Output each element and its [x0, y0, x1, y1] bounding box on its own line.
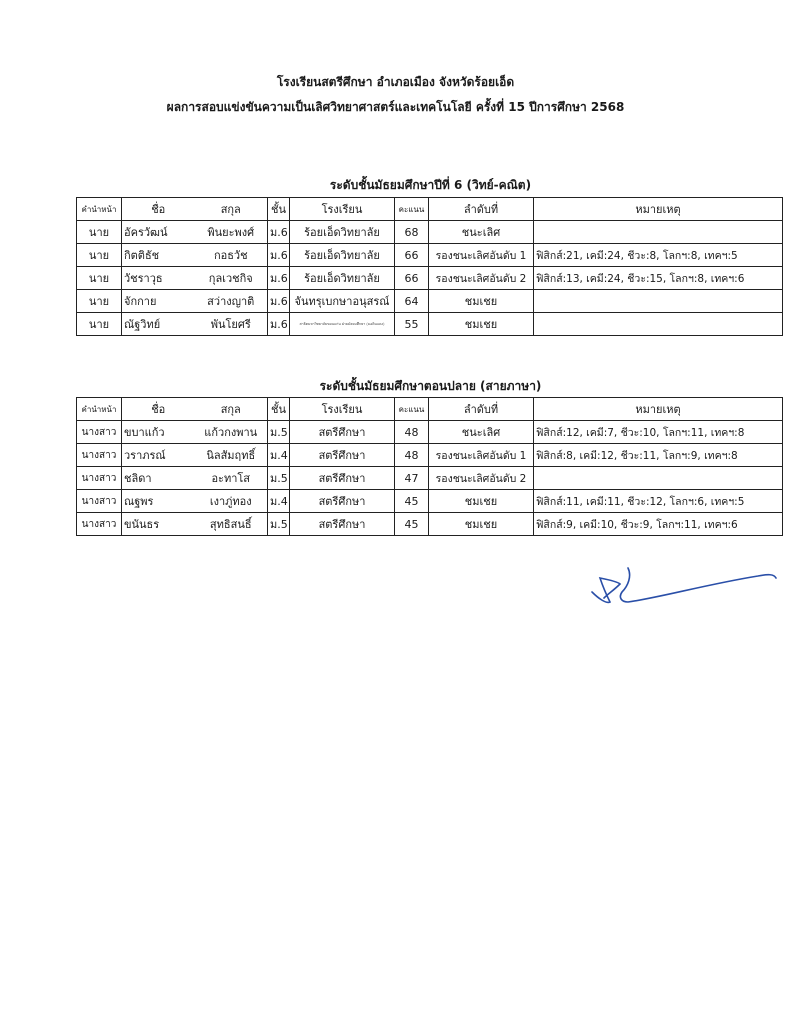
table-row — [77, 490, 783, 513]
cell-note — [534, 467, 783, 490]
cell-grade: ม.6 — [268, 313, 290, 336]
table-row — [77, 421, 783, 444]
col-school: โรงเรียน — [290, 198, 395, 221]
cell-last-name: กอธวัช — [195, 244, 268, 267]
cell-rank: ชมเชย — [429, 290, 534, 313]
section-title-language: ระดับชั้นมัธยมศึกษาตอนปลาย (สายภาษา) — [319, 379, 542, 393]
cell-school: สาธิตมหาวิทยาลัยขอนแก่น ฝ่ายมัธยมศึกษา (มอดินแดง) — [290, 313, 395, 336]
table-row — [77, 221, 783, 244]
cell-rank: ชมเชย — [429, 513, 534, 536]
cell-last-name: อะทาโส — [195, 467, 268, 490]
table-header-row — [77, 198, 783, 221]
col-grade: ชั้น — [268, 398, 290, 421]
col-prefix: คำนำหน้า — [77, 198, 122, 221]
cell-first-name: กิตติธัช — [122, 244, 195, 267]
cell-last-name: พินยะพงศ์ — [195, 221, 268, 244]
cell-first-name: วัชราวุธ — [122, 267, 195, 290]
cell-rank: รองชนะเลิศอันดับ 1 — [429, 244, 534, 267]
cell-prefix: นางสาว — [77, 513, 122, 536]
cell-school: สตรีศึกษา — [290, 421, 395, 444]
col-note: หมายเหตุ — [534, 398, 783, 421]
cell-prefix: นางสาว — [77, 490, 122, 513]
cell-prefix: นาย — [77, 313, 122, 336]
cell-note: ฟิสิกส์:12, เคมี:7, ชีวะ:10, โลกฯ:11, เทคฯ:8 — [534, 421, 783, 444]
col-note: หมายเหตุ — [534, 198, 783, 221]
cell-school: สตรีศึกษา — [290, 513, 395, 536]
cell-grade: ม.5 — [268, 513, 290, 536]
cell-school: ร้อยเอ็ดวิทยาลัย — [290, 267, 395, 290]
cell-grade: ม.6 — [268, 221, 290, 244]
cell-first-name: อัครวัฒน์ — [122, 221, 195, 244]
cell-school: จันทรุเบกษาอนุสรณ์ — [290, 290, 395, 313]
cell-grade: ม.5 — [268, 421, 290, 444]
cell-grade: ม.6 — [268, 267, 290, 290]
cell-note — [534, 221, 783, 244]
cell-rank: ชมเชย — [429, 490, 534, 513]
cell-school: สตรีศึกษา — [290, 490, 395, 513]
cell-prefix: นาย — [77, 244, 122, 267]
cell-school: สตรีศึกษา — [290, 467, 395, 490]
cell-school: ร้อยเอ็ดวิทยาลัย — [290, 221, 395, 244]
col-first-name: ชื่อ — [122, 198, 195, 221]
table-header-row — [77, 398, 783, 421]
cell-last-name: สุทธิสนธิ์ — [195, 513, 268, 536]
cell-last-name: แก้วกงพาน — [195, 421, 268, 444]
col-rank: ลำดับที่ — [429, 198, 534, 221]
col-grade: ชั้น — [268, 198, 290, 221]
cell-note — [534, 313, 783, 336]
cell-prefix: นางสาว — [77, 467, 122, 490]
cell-rank: รองชนะเลิศอันดับ 2 — [429, 267, 534, 290]
cell-grade: ม.5 — [268, 467, 290, 490]
cell-score: 48 — [395, 444, 429, 467]
results-table-sci-math — [76, 197, 783, 336]
table-row — [77, 290, 783, 313]
cell-first-name: จักกาย — [122, 290, 195, 313]
signature — [588, 562, 780, 608]
cell-last-name: กุลเวชกิจ — [195, 267, 268, 290]
table-row — [77, 444, 783, 467]
school-header: โรงเรียนสตรีศึกษา อำเภอเมือง จังหวัดร้อยเอ็ด — [276, 75, 515, 89]
cell-first-name: ขนันธร — [122, 513, 195, 536]
cell-grade: ม.6 — [268, 290, 290, 313]
cell-first-name: ขบาแก้ว — [122, 421, 195, 444]
table-row — [77, 244, 783, 267]
cell-last-name: สว่างญาติ — [195, 290, 268, 313]
cell-first-name: ณฐพร — [122, 490, 195, 513]
cell-note — [534, 290, 783, 313]
col-first-name: ชื่อ — [122, 398, 195, 421]
cell-last-name: นิลสัมฤทธิ์ — [195, 444, 268, 467]
cell-score: 64 — [395, 290, 429, 313]
cell-prefix: นาย — [77, 267, 122, 290]
cell-first-name: วราภรณ์ — [122, 444, 195, 467]
cell-note: ฟิสิกส์:8, เคมี:12, ชีวะ:11, โลกฯ:9, เทคฯ:8 — [534, 444, 783, 467]
cell-first-name: ชลิดา — [122, 467, 195, 490]
col-prefix: คำนำหน้า — [77, 398, 122, 421]
section-title-sci-math: ระดับชั้นมัธยมศึกษาปีที่ 6 (วิทย์-คณิต) — [329, 178, 532, 192]
col-school: โรงเรียน — [290, 398, 395, 421]
table-row — [77, 313, 783, 336]
cell-score: 68 — [395, 221, 429, 244]
cell-score: 66 — [395, 244, 429, 267]
cell-score: 47 — [395, 467, 429, 490]
cell-prefix: นางสาว — [77, 421, 122, 444]
col-last-name: สกุล — [195, 398, 268, 421]
cell-grade: ม.4 — [268, 490, 290, 513]
table-row — [77, 513, 783, 536]
cell-score: 66 — [395, 267, 429, 290]
cell-note: ฟิสิกส์:21, เคมี:24, ชีวะ:8, โลกฯ:8, เทคฯ:5 — [534, 244, 783, 267]
cell-score: 48 — [395, 421, 429, 444]
signature-stroke — [592, 568, 776, 602]
table-row — [77, 267, 783, 290]
cell-rank: ชนะเลิศ — [429, 421, 534, 444]
col-last-name: สกุล — [195, 198, 268, 221]
results-table-language — [76, 397, 783, 536]
competition-title: ผลการสอบแข่งขันความเป็นเลิศวิทยาศาสตร์และเทคโนโลยี ครั้งที่ 15 ปีการศึกษา 2568 — [166, 100, 625, 114]
cell-rank: รองชนะเลิศอันดับ 2 — [429, 467, 534, 490]
cell-school: สตรีศึกษา — [290, 444, 395, 467]
cell-first-name: ณัฐวิทย์ — [122, 313, 195, 336]
cell-prefix: นางสาว — [77, 444, 122, 467]
cell-grade: ม.6 — [268, 244, 290, 267]
cell-score: 45 — [395, 490, 429, 513]
cell-score: 45 — [395, 513, 429, 536]
cell-rank: ชมเชย — [429, 313, 534, 336]
col-rank: ลำดับที่ — [429, 398, 534, 421]
cell-note: ฟิสิกส์:11, เคมี:11, ชีวะ:12, โลกฯ:6, เทคฯ:5 — [534, 490, 783, 513]
cell-rank: รองชนะเลิศอันดับ 1 — [429, 444, 534, 467]
cell-school: ร้อยเอ็ดวิทยาลัย — [290, 244, 395, 267]
table-row — [77, 467, 783, 490]
cell-last-name: พันโยศรี — [195, 313, 268, 336]
cell-note: ฟิสิกส์:13, เคมี:24, ชีวะ:15, โลกฯ:8, เทคฯ:6 — [534, 267, 783, 290]
cell-last-name: เงาภู่ทอง — [195, 490, 268, 513]
col-score: คะแนน — [395, 198, 429, 221]
cell-prefix: นาย — [77, 221, 122, 244]
cell-prefix: นาย — [77, 290, 122, 313]
cell-note: ฟิสิกส์:9, เคมี:10, ชีวะ:9, โลกฯ:11, เทคฯ:6 — [534, 513, 783, 536]
cell-score: 55 — [395, 313, 429, 336]
col-score: คะแนน — [395, 398, 429, 421]
cell-rank: ชนะเลิศ — [429, 221, 534, 244]
cell-grade: ม.4 — [268, 444, 290, 467]
